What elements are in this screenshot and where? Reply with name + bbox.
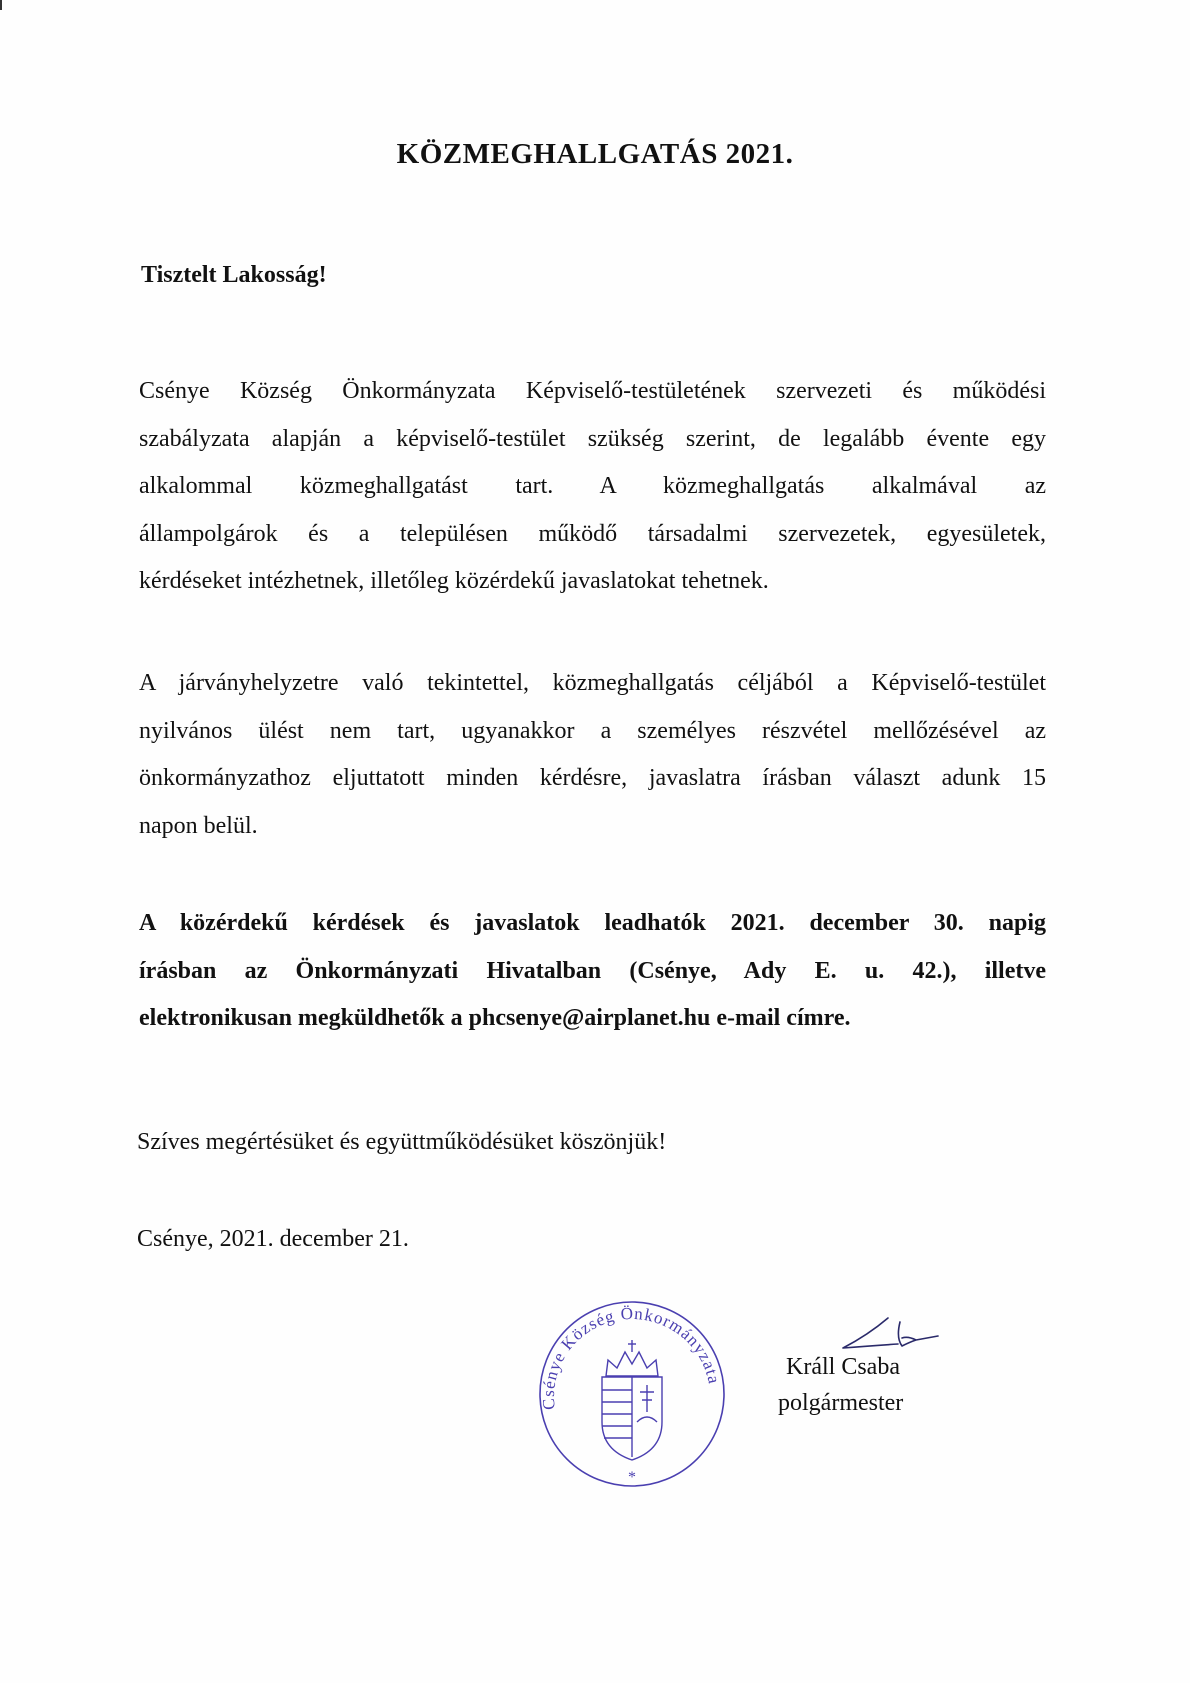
paragraph-line: Csénye Község Önkormányzata Képviselő-testületének szervezeti és működési bbox=[139, 378, 1046, 404]
paragraph-intro bbox=[139, 368, 1046, 606]
stamp-star-icon: * bbox=[628, 1469, 636, 1486]
official-stamp bbox=[522, 1282, 742, 1502]
paragraph-line: szabályzata alapján a képviselő-testület szükség szerint, de legalább évente egy bbox=[139, 425, 1046, 452]
paragraph-line: írásban az Önkormányzati Hivatalban (Csénye, Ady E. u. 42.), illetve bbox=[139, 957, 1046, 984]
signer-title: polgármester bbox=[778, 1390, 904, 1416]
scan-mark bbox=[0, 0, 2, 10]
salutation: Tisztelt Lakosság! bbox=[141, 262, 327, 288]
paragraph-line: A járványhelyzetre való tekintettel, közmeghallgatás céljából a Képviselő-testület bbox=[139, 670, 1046, 696]
paragraph-line: önkormányzathoz eljuttatott minden kérdésre, javaslatra írásban választ adunk 15 bbox=[139, 765, 1046, 791]
paragraph-submission bbox=[139, 900, 1046, 1043]
paragraph-line: nyilvános ülést nem tart, ugyanakkor a személyes részvétel mellőzésével az bbox=[139, 717, 1046, 744]
paragraph-line: A közérdekű kérdések és javaslatok leadhatók 2021. december 30. napig bbox=[139, 910, 1046, 936]
paragraph-pandemic bbox=[139, 660, 1046, 850]
paragraph-line: alkalommal közmeghallgatást tart. A közmeghallgatás alkalmával az bbox=[139, 473, 1046, 499]
closing-text: Szíves megértésüket és együttműködésüket köszönjük! bbox=[137, 1129, 667, 1155]
paragraph-line: napon belül. bbox=[139, 812, 258, 839]
document-title: KÖZMEGHALLGATÁS 2021. bbox=[396, 138, 794, 170]
stamp-text: Csénye Község Önkormányzata bbox=[538, 1303, 724, 1411]
paragraph-line: állampolgárok és a településen működő társadalmi szervezetek, egyesületek, bbox=[139, 520, 1046, 547]
signer-name: Králl Csaba bbox=[786, 1354, 900, 1380]
signature bbox=[838, 1310, 948, 1355]
paragraph-line: kérdéseket intézhetnek, illetőleg közérdekű javaslatokat tehetnek. bbox=[139, 568, 769, 594]
date-line: Csénye, 2021. december 21. bbox=[137, 1226, 409, 1252]
coat-of-arms-icon bbox=[602, 1340, 662, 1460]
paragraph-line: elektronikusan megküldhetők a phcsenye@airplanet.hu e-mail címre. bbox=[139, 1005, 851, 1031]
